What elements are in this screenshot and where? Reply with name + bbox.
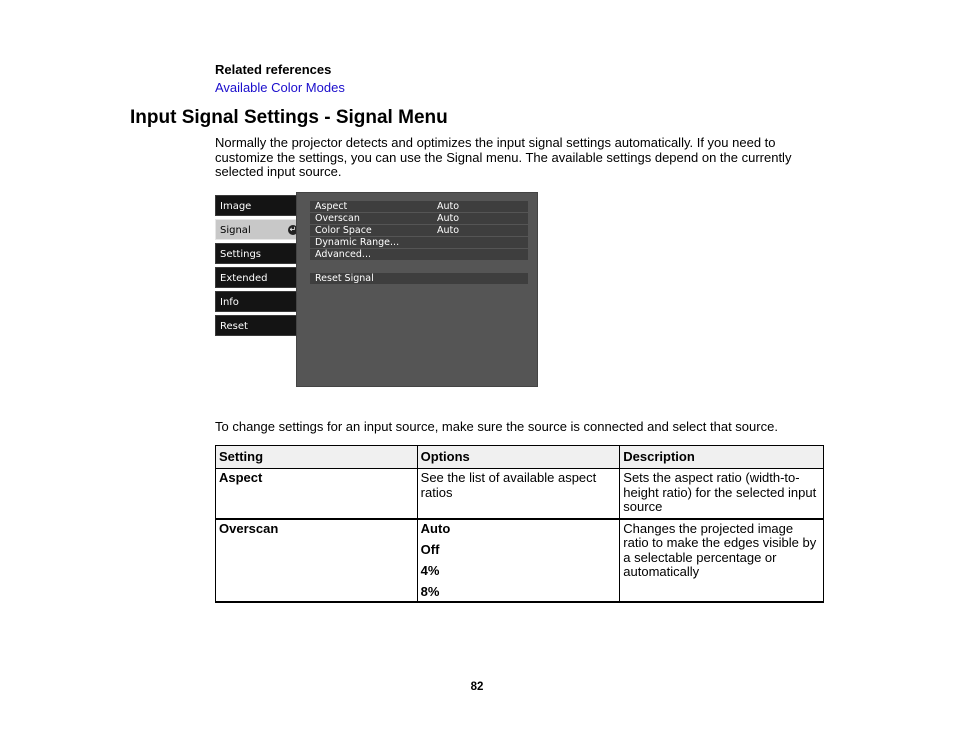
menu-row-value: Auto [437,201,460,212]
projector-menu-screenshot [215,192,538,387]
menu-tab-info[interactable] [215,291,297,312]
enter-return-icon: ↵ [289,225,297,234]
menu-row-color-space[interactable] [310,225,528,236]
header-description: Description [620,446,824,469]
menu-row-advanced[interactable] [310,249,528,260]
options-cell [417,519,620,603]
menu-row-label: Advanced... [315,249,371,260]
change-settings-text: To change settings for an input source, make sure the source is connected and select that source. [215,419,778,434]
menu-row-label: Aspect [315,201,348,212]
menu-tab-label: Info [220,297,239,308]
setting-cell: Overscan [216,519,418,603]
menu-tab-label: Reset [220,321,248,332]
menu-tab-extended[interactable] [215,267,297,288]
option-8-percent: 8% [420,583,440,599]
menu-row-label: Dynamic Range... [315,237,400,248]
option-auto: Auto [420,520,451,536]
menu-tab-reset[interactable] [215,315,297,336]
available-color-modes-link[interactable]: Available Color Modes [215,80,345,95]
options-cell: See the list of available aspect ratios [417,469,620,519]
table-header-row [216,446,824,469]
section-title: Input Signal Settings - Signal Menu [130,107,448,128]
menu-tab-signal[interactable] [215,219,303,240]
settings-table [215,445,824,603]
menu-row-overscan[interactable] [310,213,528,224]
signal-menu-panel [296,192,538,387]
menu-row-aspect[interactable] [310,201,528,212]
menu-tab-label: Settings [220,249,262,260]
table-row [216,469,824,519]
option-off: Off [420,541,440,557]
header-options: Options [417,446,620,469]
menu-row-value: Auto [437,225,460,236]
menu-row-value: Auto [437,213,460,224]
menu-tab-label: Signal [220,225,251,236]
description-cell: Changes the projected image ratio to make the edges visible by a selectable percentage or automatically [620,519,824,603]
header-setting: Setting [216,446,418,469]
setting-cell: Aspect [216,469,418,519]
menu-row-label: Overscan [315,213,360,224]
related-references-heading: Related references [215,62,332,77]
menu-tab-image[interactable] [215,195,297,216]
menu-row-label: Color Space [315,225,372,236]
menu-tab-label: Image [220,201,252,212]
menu-tab-label: Extended [220,273,268,284]
menu-row-dynamic-range[interactable] [310,237,528,248]
option-4-percent: 4% [420,562,440,578]
menu-tab-settings[interactable] [215,243,297,264]
page-number: 82 [470,681,484,693]
table-row [216,519,824,603]
intro-paragraph: Normally the projector detects and optimizes the input signal settings automatically. If you need to customize the settings, you can use the Signal menu. The available settings depend on the currently selected input source. [215,135,792,179]
menu-row-label: Reset Signal [315,273,374,284]
menu-row-reset-signal[interactable] [310,273,528,284]
description-cell: Sets the aspect ratio (width-to-height ratio) for the selected input source [620,469,824,519]
